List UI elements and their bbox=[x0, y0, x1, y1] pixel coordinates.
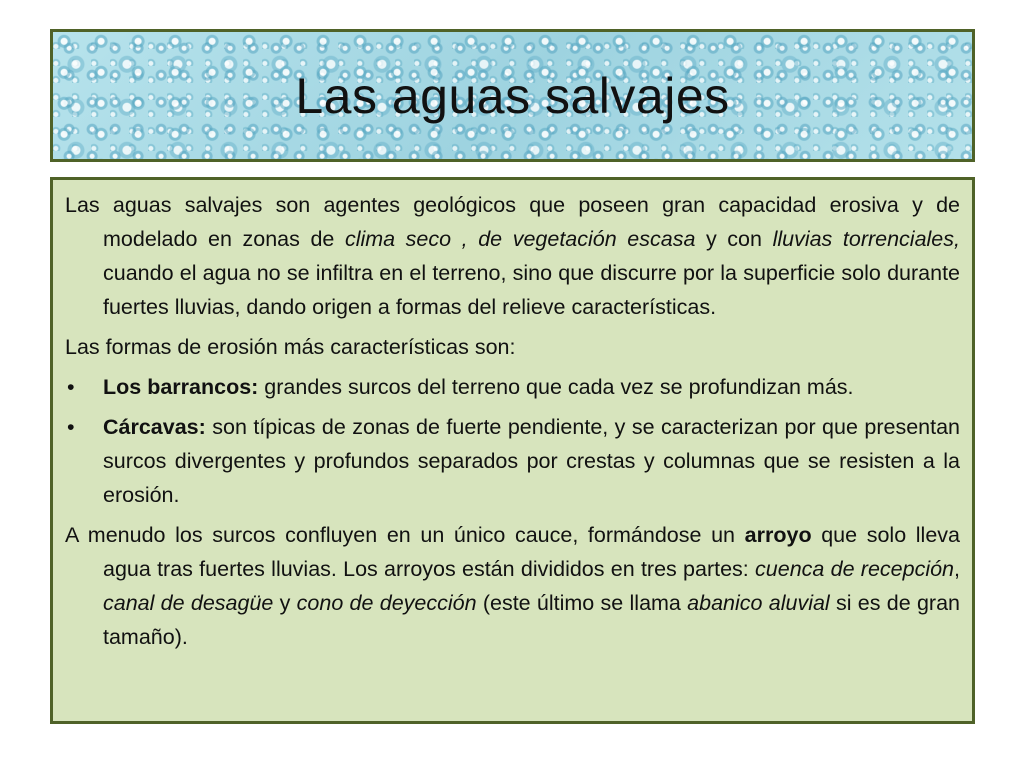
text-run: (este último se llama bbox=[476, 591, 688, 615]
bold-term: Los barrancos: bbox=[103, 375, 259, 399]
list-item-carcavas bbox=[65, 410, 960, 512]
bold-run: arroyo bbox=[744, 523, 812, 547]
text-run: A menudo los surcos confluyen en un único cauce, formándose un bbox=[65, 523, 745, 547]
bullet-text: son típicas de zonas de fuerte pendiente, y se caracterizan por que presentan surcos divergentes y profundos separados por crestas y columnas que se resisten a la erosión. bbox=[103, 415, 960, 507]
bullet-text: grandes surcos del terreno que cada vez se profundizan más. bbox=[258, 375, 854, 399]
bullet-icon: • bbox=[67, 415, 75, 439]
text-run: si es de gran tamaño). bbox=[103, 591, 960, 649]
text-run: y bbox=[273, 591, 297, 615]
slide-title: Las aguas salvajes bbox=[295, 67, 730, 124]
italic-run: cono de deyección bbox=[296, 591, 477, 615]
text-run: y con bbox=[695, 227, 773, 251]
italic-run: lluvias torrenciales, bbox=[772, 227, 960, 251]
text-run: , bbox=[954, 557, 960, 581]
bold-term: Cárcavas: bbox=[103, 415, 206, 439]
content-box bbox=[50, 177, 975, 724]
paragraph-arroyo bbox=[65, 518, 960, 654]
list-item-barrancos bbox=[65, 370, 960, 404]
italic-run: cuenca de recepción bbox=[755, 557, 955, 581]
text-run: que solo lleva agua tras fuertes lluvias. Los arroyos están divididos en tres partes: bbox=[103, 523, 960, 581]
bullet-icon: • bbox=[67, 375, 75, 399]
paragraph-forms: Las formas de erosión más características son: bbox=[65, 335, 516, 359]
paragraph-intro bbox=[65, 188, 960, 324]
text-run: cuando el agua no se infiltra en el terreno, sino que discurre por la superficie solo durante fuertes lluvias, dando origen a formas del relieve características. bbox=[103, 261, 960, 319]
italic-run: clima seco , de vegetación escasa bbox=[344, 227, 696, 251]
italic-run: canal de desagüe bbox=[103, 591, 274, 615]
text-run: Las aguas salvajes son agentes geológicos que poseen gran capacidad erosiva y de modelado en zonas de bbox=[65, 193, 960, 251]
title-box bbox=[50, 29, 975, 162]
slide-content bbox=[53, 180, 972, 654]
italic-run: abanico aluvial bbox=[687, 591, 830, 615]
